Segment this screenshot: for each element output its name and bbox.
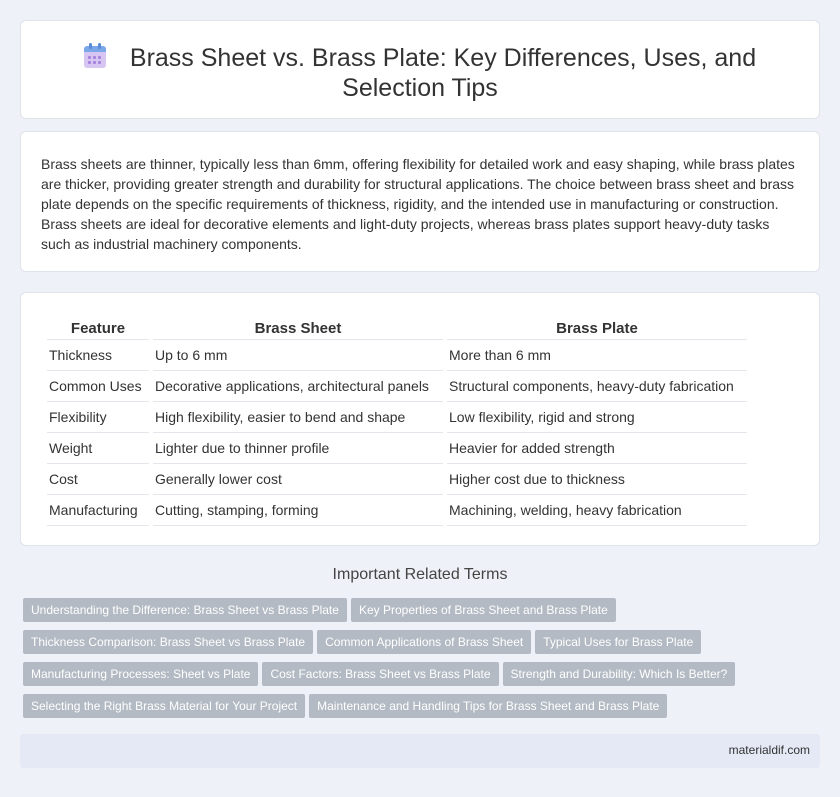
table-row	[47, 433, 747, 464]
cell-plate: Structural components, heavy-duty fabrication	[447, 371, 747, 402]
related-terms-list	[23, 598, 743, 726]
related-term-link[interactable]: Typical Uses for Brass Plate	[535, 630, 701, 654]
related-term-link[interactable]: Strength and Durability: Which Is Better?	[503, 662, 736, 686]
cell-feature: Cost	[47, 464, 149, 495]
calendar-icon	[84, 46, 106, 68]
cell-plate: Low flexibility, rigid and strong	[447, 402, 747, 433]
related-term-link[interactable]: Manufacturing Processes: Sheet vs Plate	[23, 662, 258, 686]
footer	[20, 734, 820, 768]
table-row	[47, 495, 747, 526]
table-header-row	[47, 315, 747, 340]
cell-sheet: High flexibility, easier to bend and shape	[153, 402, 443, 433]
footer-site[interactable]: materialdif.com	[728, 743, 810, 757]
page-title: Brass Sheet vs. Brass Plate: Key Differences, Uses, and Selection Tips	[129, 44, 757, 102]
intro-card	[20, 131, 820, 272]
intro-paragraph: Brass sheets are thinner, typically less than 6mm, offering flexibility for detailed work and easy shaping, while brass plates are thicker, providing greater strength and durability for structural applications. The choice between brass sheet and brass plate depends on the specific requirements of thickness, rigidity, and the intended use in manufacturing or construction. Brass sheets are ideal for decorative elements and light-duty projects, whereas brass plates support heavy-duty tasks such as industrial machinery components.	[41, 156, 795, 252]
title-card	[20, 20, 820, 119]
related-terms-title: Important Related Terms	[332, 566, 508, 583]
comparison-table	[43, 315, 751, 526]
cell-sheet: Up to 6 mm	[153, 340, 443, 371]
header-brass-sheet: Brass Sheet	[153, 315, 443, 340]
related-term-link[interactable]: Thickness Comparison: Brass Sheet vs Brass Plate	[23, 630, 313, 654]
cell-feature: Manufacturing	[47, 495, 149, 526]
table-row	[47, 464, 747, 495]
cell-feature: Thickness	[47, 340, 149, 371]
cell-sheet: Cutting, stamping, forming	[153, 495, 443, 526]
cell-sheet: Lighter due to thinner profile	[153, 433, 443, 464]
related-term-link[interactable]: Understanding the Difference: Brass Sheet vs Brass Plate	[23, 598, 347, 622]
page-title-wrap	[21, 43, 819, 103]
cell-feature: Common Uses	[47, 371, 149, 402]
comparison-card	[20, 292, 820, 546]
table-row	[47, 371, 747, 402]
cell-feature: Flexibility	[47, 402, 149, 433]
cell-plate: Heavier for added strength	[447, 433, 747, 464]
cell-feature: Weight	[47, 433, 149, 464]
related-term-link[interactable]: Common Applications of Brass Sheet	[317, 630, 531, 654]
related-term-link[interactable]: Cost Factors: Brass Sheet vs Brass Plate	[262, 662, 498, 686]
header-feature: Feature	[47, 315, 149, 340]
cell-sheet: Decorative applications, architectural panels	[153, 371, 443, 402]
cell-plate: More than 6 mm	[447, 340, 747, 371]
cell-plate: Higher cost due to thickness	[447, 464, 747, 495]
header-brass-plate: Brass Plate	[447, 315, 747, 340]
table-row	[47, 402, 747, 433]
related-term-link[interactable]: Selecting the Right Brass Material for Your Project	[23, 694, 305, 718]
cell-sheet: Generally lower cost	[153, 464, 443, 495]
cell-plate: Machining, welding, heavy fabrication	[447, 495, 747, 526]
table-row	[47, 340, 747, 371]
related-term-link[interactable]: Maintenance and Handling Tips for Brass Sheet and Brass Plate	[309, 694, 667, 718]
related-term-link[interactable]: Key Properties of Brass Sheet and Brass Plate	[351, 598, 616, 622]
